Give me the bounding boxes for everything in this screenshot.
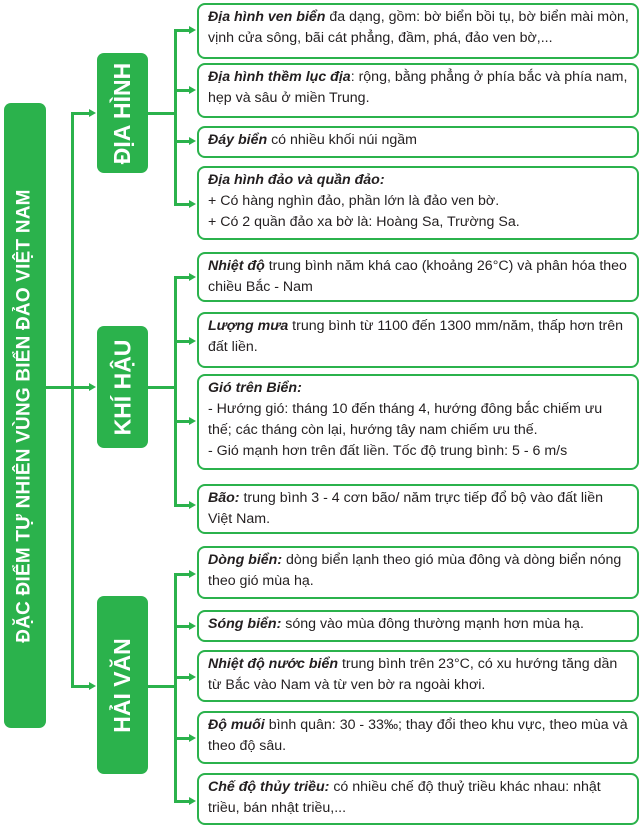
connector-kh-4 xyxy=(174,504,190,507)
connector-dh-3 xyxy=(174,140,190,143)
item-text: trung bình 3 - 4 cơn bão/ năm trực tiếp đổ bộ vào đất liền Việt Nam. xyxy=(208,490,603,527)
connector-hv-1 xyxy=(174,573,190,576)
arrow-hv-3 xyxy=(189,673,196,681)
item-bao xyxy=(197,484,639,534)
item-term: Chế độ thủy triều: xyxy=(208,779,330,795)
item-dia-hinh-ven-bien xyxy=(197,3,639,59)
arrow-kh-1 xyxy=(189,273,196,281)
item-term: Nhiệt độ nước biển xyxy=(208,656,339,672)
item-luong-mua xyxy=(197,312,639,368)
item-nhiet-do xyxy=(197,252,639,302)
arrow-dh-4 xyxy=(189,200,196,208)
item-dao-quan-dao xyxy=(197,166,639,240)
item-term: Độ muối xyxy=(208,717,265,733)
item-thuy-trieu xyxy=(197,773,639,825)
item-term: Nhiệt độ xyxy=(208,258,265,274)
arrow-hv-2 xyxy=(189,622,196,630)
item-text: trung bình năm khá cao (khoảng 26°C) và phân hóa theo chiều Bắc - Nam xyxy=(208,258,627,295)
category-dia-hinh-label: ĐỊA HÌNH xyxy=(109,62,135,164)
item-dia-hinh-them-luc-dia xyxy=(197,63,639,118)
arrow-hv-5 xyxy=(189,797,196,805)
arrow-hv-4 xyxy=(189,734,196,742)
item-do-muoi xyxy=(197,711,639,764)
connector-kh-3 xyxy=(174,420,190,423)
connector-dh-4 xyxy=(174,203,190,206)
category-hai-van xyxy=(97,596,148,774)
item-text: đa dạng, gồm: bờ biển bồi tụ, bờ biển mài mòn, vịnh cửa sông, bãi cát phẳng, đầm, phá, đảo ven bờ,... xyxy=(208,9,629,46)
connector-khi-hau xyxy=(148,386,176,389)
connector-dh-1 xyxy=(174,29,190,32)
connector-khi-hau-spine xyxy=(174,276,177,507)
root-title: ĐẶC ĐIỂM TỰ NHIÊN VÙNG BIỂN ĐẢO VIỆT NAM xyxy=(14,188,36,643)
category-khi-hau-label: KHÍ HẬU xyxy=(109,339,135,435)
connector-hv-5 xyxy=(174,800,190,803)
item-text: trung bình từ 1100 đến 1300 mm/năm, thấp hơn trên đất liền. xyxy=(208,318,624,355)
arrow-kh-3 xyxy=(189,417,196,425)
arrow-hv-1 xyxy=(189,570,196,578)
connector-root-spine xyxy=(71,112,74,688)
item-text: sóng vào mùa đông thường mạnh hơn mùa hạ. xyxy=(281,616,584,632)
arrow-dh-2 xyxy=(189,86,196,94)
item-text: bình quân: 30 - 33‰; thay đổi theo khu vực, theo mùa và theo độ sâu. xyxy=(208,717,628,754)
arrow-to-khi-hau xyxy=(89,383,96,391)
connector-dia-hinh xyxy=(148,112,176,115)
arrow-kh-4 xyxy=(189,501,196,509)
item-gio-tren-bien xyxy=(197,374,639,470)
arrow-kh-2 xyxy=(189,337,196,345)
connector-dh-2 xyxy=(174,89,190,92)
category-khi-hau xyxy=(97,326,148,448)
connector-root xyxy=(46,386,73,389)
connector-hv-3 xyxy=(174,676,190,679)
connector-kh-2 xyxy=(174,340,190,343)
item-text: có nhiều khối núi ngầm xyxy=(267,132,417,148)
item-text: : rộng, bằng phẳng ở phía bắc và phía nam, hẹp và sâu ở miền Trung. xyxy=(208,69,628,106)
item-day-bien xyxy=(197,126,639,158)
item-term: Gió trên Biển: xyxy=(208,380,302,396)
item-line: + Có 2 quần đảo xa bờ là: Hoàng Sa, Trường Sa. xyxy=(208,214,520,230)
connector-hv-2 xyxy=(174,625,190,628)
connector-dia-hinh-spine xyxy=(174,29,177,206)
item-term: Sóng biển: xyxy=(208,616,282,632)
item-text: dòng biển lạnh theo gió mùa đông và dòng biển nóng theo gió mùa hạ. xyxy=(208,552,622,589)
item-term: Địa hình ven biển xyxy=(208,9,326,25)
connector-hai-van xyxy=(148,685,176,688)
item-nhiet-do-nuoc-bien xyxy=(197,650,639,702)
connector-hai-van-spine xyxy=(174,573,177,803)
item-line: + Có hàng nghìn đảo, phần lớn là đảo ven bờ. xyxy=(208,193,500,209)
connector-hv-4 xyxy=(174,737,190,740)
item-term: Dòng biển: xyxy=(208,552,283,568)
item-text: có nhiều chế độ thuỷ triều khác nhau: nhật triều, bán nhật triều,... xyxy=(208,779,601,816)
connector-to-khi-hau xyxy=(71,386,90,389)
item-dong-bien xyxy=(197,546,639,599)
arrow-to-dia-hinh xyxy=(89,109,96,117)
category-dia-hinh xyxy=(97,53,148,173)
connector-to-hai-van xyxy=(71,685,90,688)
arrow-to-hai-van xyxy=(89,682,96,690)
item-term: Địa hình đảo và quần đảo: xyxy=(208,172,385,188)
item-term: Bão: xyxy=(208,490,240,506)
item-term: Lượng mưa xyxy=(208,318,289,334)
item-song-bien xyxy=(197,610,639,642)
item-text: trung bình trên 23°C, có xu hướng tăng dần từ Bắc vào Nam và từ ven bờ ra ngoài khơi. xyxy=(208,656,618,693)
connector-to-dia-hinh xyxy=(71,112,90,115)
item-line: - Gió mạnh hơn trên đất liền. Tốc độ trung bình: 5 - 6 m/s xyxy=(208,443,568,459)
arrow-dh-1 xyxy=(189,26,196,34)
item-term: Đáy biển xyxy=(208,132,268,148)
connector-kh-1 xyxy=(174,276,190,279)
item-line: - Hướng gió: tháng 10 đến tháng 4, hướng đông bắc chiếm ưu thế; các tháng còn lại, hướng tây nam chiếm ưu thế. xyxy=(208,401,603,438)
item-term: Địa hình thềm lục địa xyxy=(208,69,351,85)
arrow-dh-3 xyxy=(189,137,196,145)
root-title-box xyxy=(4,103,46,728)
category-hai-van-label: HẢI VĂN xyxy=(109,637,135,733)
